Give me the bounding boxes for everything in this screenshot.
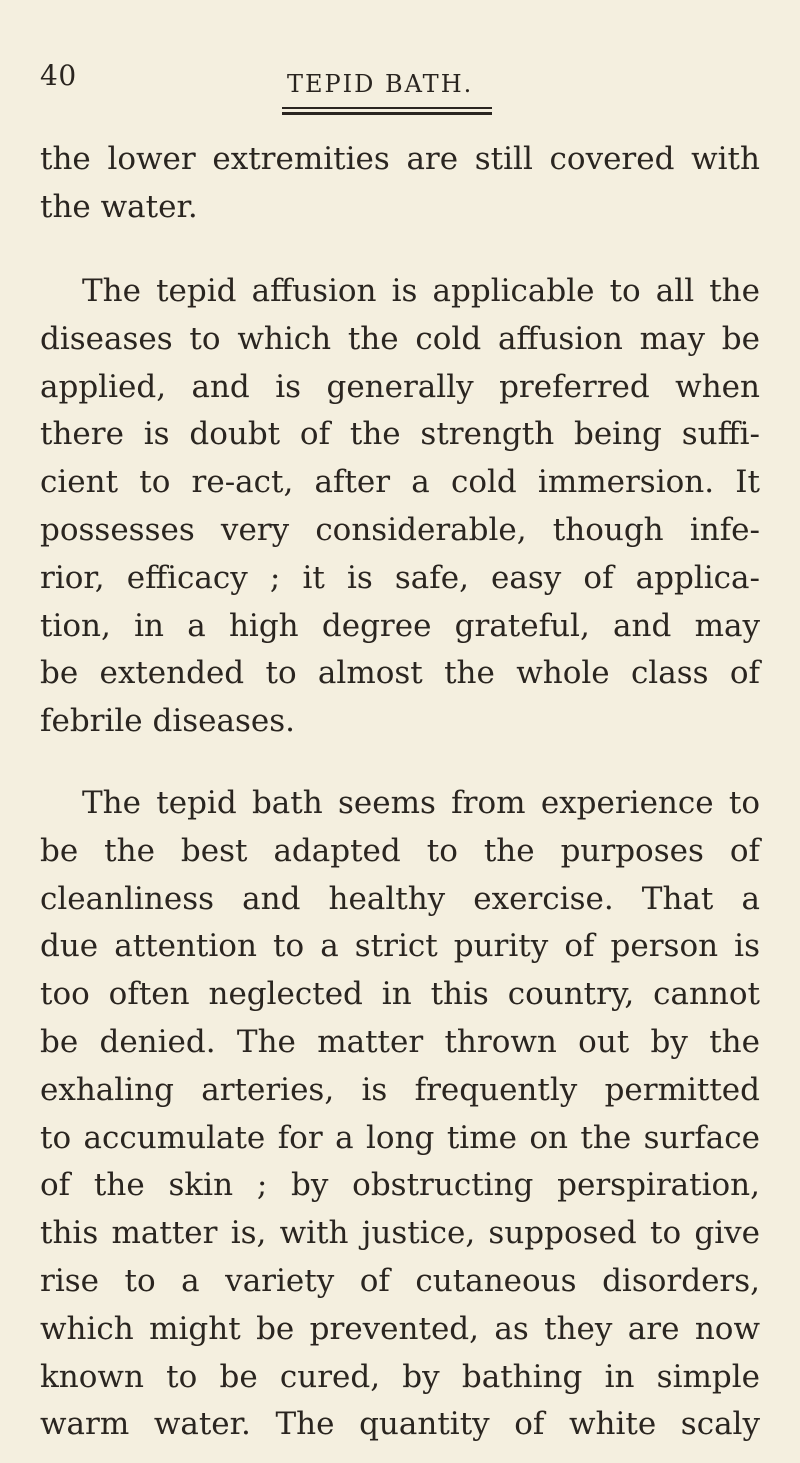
text-line: there is doubt of the strength being suffi-: [40, 416, 760, 453]
text-line: possesses very considerable, though infe-: [40, 511, 760, 548]
text-line: The tepid affusion is applicable to all the: [82, 273, 760, 309]
header-rule-thin: [282, 107, 492, 109]
text-line: applied, and is generally preferred when: [40, 368, 760, 405]
paragraph-tepid-affusion: [40, 268, 760, 746]
text-line: tion, in a high degree grateful, and may: [40, 607, 760, 644]
text-line: rise to a variety of cutaneous disorders,: [40, 1262, 760, 1299]
text-line: cient to re-act, after a cold immersion. It: [40, 464, 760, 501]
text-line: the lower extremities are still covered with: [40, 141, 760, 177]
text-line: known to be cured, by bathing in simple: [40, 1358, 760, 1395]
text-line: to accumulate for a long time on the surface: [40, 1119, 760, 1156]
text-line: of the skin ; by obstructing perspiration,: [40, 1167, 760, 1204]
text-line: exhaling arteries, is frequently permitted: [40, 1071, 760, 1108]
page-number: 40: [40, 59, 77, 92]
text-line: this matter is, with justice, supposed to give: [40, 1215, 760, 1252]
text-line: diseases to which the cold affusion may be: [40, 320, 760, 357]
text-line: the water.: [40, 188, 198, 225]
text-line: The tepid bath seems from experience to: [82, 785, 760, 821]
text-line: rior, efficacy ; it is safe, easy of applica-: [40, 559, 760, 596]
text-line: which might be prevented, as they are now: [40, 1310, 760, 1347]
text-line: be the best adapted to the purposes of: [40, 832, 760, 869]
running-head: TEPID BATH.: [287, 70, 474, 98]
text-line: cleanliness and healthy exercise. That a: [40, 880, 760, 917]
text-line: febrile diseases.: [40, 703, 296, 740]
paragraph-continuation: [40, 136, 760, 232]
text-line: warm water. The quantity of white scaly: [40, 1406, 760, 1443]
text-line: due attention to a strict purity of person is: [40, 928, 760, 965]
text-line: be extended to almost the whole class of: [40, 655, 760, 692]
paragraph-tepid-bath: [40, 780, 760, 1449]
text-line: too often neglected in this country, cannot: [40, 976, 760, 1013]
header-rule-thick: [282, 112, 492, 115]
text-line: be denied. The matter thrown out by the: [40, 1023, 760, 1060]
